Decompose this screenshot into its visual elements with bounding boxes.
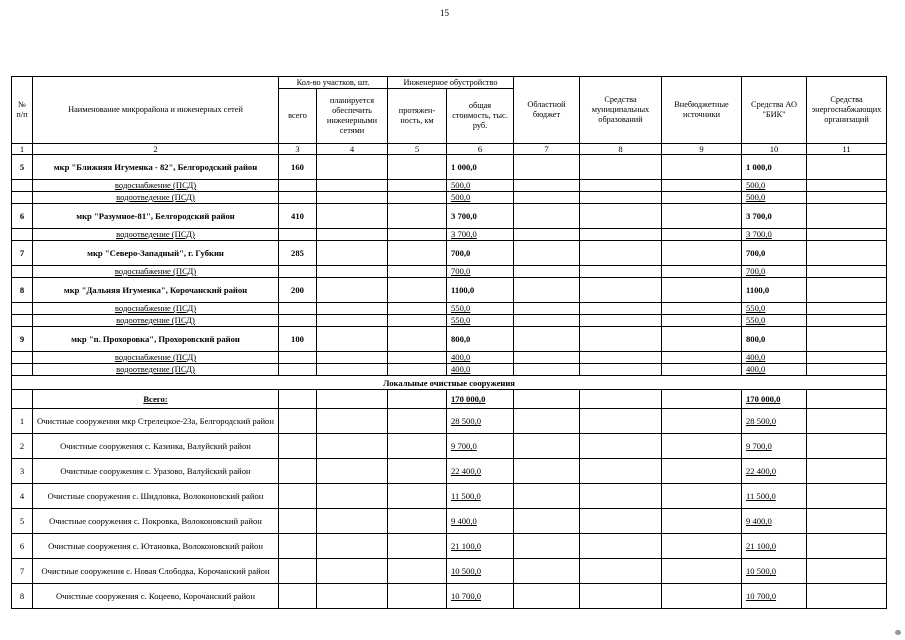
length-km xyxy=(388,180,447,192)
total-cost: 700,0 xyxy=(447,266,514,278)
column-number: 8 xyxy=(580,144,662,155)
energy-funds xyxy=(807,204,887,229)
regional-budget xyxy=(514,155,580,180)
row-number: 9 xyxy=(12,327,33,352)
bik-funds: 11 500,0 xyxy=(742,484,807,509)
header-num: № п/п xyxy=(12,77,33,144)
length-km xyxy=(388,266,447,278)
plots-total xyxy=(279,559,317,584)
plots-total xyxy=(279,315,317,327)
plots-planned xyxy=(317,278,388,303)
plots-total xyxy=(279,180,317,192)
network-row xyxy=(12,229,887,241)
column-number: 6 xyxy=(447,144,514,155)
extrabudget-funds xyxy=(662,559,742,584)
bik-funds: 10 500,0 xyxy=(742,559,807,584)
section-title: Локальные очистные сооружения xyxy=(12,376,887,390)
total-cost: 170 000,0 xyxy=(447,390,514,409)
regional-budget xyxy=(514,192,580,204)
plots-planned xyxy=(317,534,388,559)
plots-total xyxy=(279,509,317,534)
total-cost: 700,0 xyxy=(447,241,514,266)
row-number: 5 xyxy=(12,155,33,180)
total-cost: 550,0 xyxy=(447,315,514,327)
bik-funds: 21 100,0 xyxy=(742,534,807,559)
plots-planned xyxy=(317,192,388,204)
total-cost: 500,0 xyxy=(447,192,514,204)
total-cost: 400,0 xyxy=(447,364,514,376)
plots-total: 160 xyxy=(279,155,317,180)
plots-total xyxy=(279,434,317,459)
extrabudget-funds xyxy=(662,409,742,434)
row-number xyxy=(12,192,33,204)
header-regional: Областной бюджет xyxy=(514,77,580,144)
plots-total xyxy=(279,409,317,434)
bik-funds: 550,0 xyxy=(742,315,807,327)
municipal-funds xyxy=(580,509,662,534)
regional-budget xyxy=(514,390,580,409)
bik-funds: 550,0 xyxy=(742,303,807,315)
total-cost: 22 400,0 xyxy=(447,459,514,484)
regional-budget xyxy=(514,352,580,364)
column-number: 2 xyxy=(33,144,279,155)
municipal-funds xyxy=(580,192,662,204)
length-km xyxy=(388,559,447,584)
row-number xyxy=(12,390,33,409)
energy-funds xyxy=(807,315,887,327)
extrabudget-funds xyxy=(662,534,742,559)
extrabudget-funds xyxy=(662,509,742,534)
length-km xyxy=(388,315,447,327)
extrabudget-funds xyxy=(662,484,742,509)
municipal-funds xyxy=(580,327,662,352)
plots-planned xyxy=(317,509,388,534)
regional-budget xyxy=(514,509,580,534)
length-km xyxy=(388,352,447,364)
regional-budget xyxy=(514,303,580,315)
facility-row xyxy=(12,559,887,584)
facility-name: Очистные сооружения мкр Стрелецкое-23а, Белгородский район xyxy=(33,409,279,434)
plots-planned xyxy=(317,352,388,364)
energy-funds xyxy=(807,303,887,315)
energy-funds xyxy=(807,509,887,534)
length-km xyxy=(388,204,447,229)
municipal-funds xyxy=(580,241,662,266)
plots-total xyxy=(279,266,317,278)
total-cost: 10 700,0 xyxy=(447,584,514,609)
plots-planned xyxy=(317,364,388,376)
extrabudget-funds xyxy=(662,327,742,352)
municipal-funds xyxy=(580,390,662,409)
row-number: 8 xyxy=(12,584,33,609)
regional-budget xyxy=(514,434,580,459)
row-number xyxy=(12,364,33,376)
plots-total xyxy=(279,352,317,364)
total-cost: 550,0 xyxy=(447,303,514,315)
regional-budget xyxy=(514,534,580,559)
bik-funds: 800,0 xyxy=(742,327,807,352)
row-number: 6 xyxy=(12,204,33,229)
length-km xyxy=(388,584,447,609)
total-cost: 3 700,0 xyxy=(447,229,514,241)
municipal-funds xyxy=(580,278,662,303)
regional-budget xyxy=(514,364,580,376)
bik-funds: 3 700,0 xyxy=(742,229,807,241)
header-cost: общая стоимость, тыс. руб. xyxy=(447,89,514,144)
length-km xyxy=(388,303,447,315)
plots-total xyxy=(279,364,317,376)
row-number: 3 xyxy=(12,459,33,484)
bik-funds: 9 400,0 xyxy=(742,509,807,534)
extrabudget-funds xyxy=(662,241,742,266)
district-row xyxy=(12,241,887,266)
regional-budget xyxy=(514,484,580,509)
municipal-funds xyxy=(580,484,662,509)
extrabudget-funds xyxy=(662,584,742,609)
extrabudget-funds xyxy=(662,204,742,229)
municipal-funds xyxy=(580,409,662,434)
municipal-funds xyxy=(580,204,662,229)
row-number: 1 xyxy=(12,409,33,434)
row-name: водоснабжение (ПСД) xyxy=(33,303,279,315)
header-extrabudget: Внебюджетные источники xyxy=(662,77,742,144)
bik-funds: 1100,0 xyxy=(742,278,807,303)
regional-budget xyxy=(514,180,580,192)
row-number: 4 xyxy=(12,484,33,509)
facility-row xyxy=(12,484,887,509)
energy-funds xyxy=(807,390,887,409)
column-number: 10 xyxy=(742,144,807,155)
length-km xyxy=(388,155,447,180)
municipal-funds xyxy=(580,303,662,315)
plots-total xyxy=(279,584,317,609)
regional-budget xyxy=(514,459,580,484)
network-row xyxy=(12,364,887,376)
row-number xyxy=(12,229,33,241)
length-km xyxy=(388,409,447,434)
municipal-funds xyxy=(580,155,662,180)
row-name: водоснабжение (ПСД) xyxy=(33,266,279,278)
total-cost: 9 400,0 xyxy=(447,509,514,534)
row-name: водоотведение (ПСД) xyxy=(33,192,279,204)
length-km xyxy=(388,327,447,352)
extrabudget-funds xyxy=(662,266,742,278)
total-cost: 3 700,0 xyxy=(447,204,514,229)
extrabudget-funds xyxy=(662,315,742,327)
extrabudget-funds xyxy=(662,278,742,303)
extrabudget-funds xyxy=(662,303,742,315)
row-name: мкр "Дальняя Игуменка", Корочанский район xyxy=(33,278,279,303)
total-cost: 1 000,0 xyxy=(447,155,514,180)
plots-planned xyxy=(317,559,388,584)
row-name: водоотведение (ПСД) xyxy=(33,364,279,376)
plots-planned xyxy=(317,484,388,509)
total-row xyxy=(12,390,887,409)
energy-funds xyxy=(807,352,887,364)
total-cost: 21 100,0 xyxy=(447,534,514,559)
extrabudget-funds xyxy=(662,180,742,192)
plots-total xyxy=(279,229,317,241)
extrabudget-funds xyxy=(662,229,742,241)
bik-funds: 22 400,0 xyxy=(742,459,807,484)
total-cost: 800,0 xyxy=(447,327,514,352)
regional-budget xyxy=(514,327,580,352)
facility-name: Очистные сооружения с. Шидловка, Волоконовский район xyxy=(33,484,279,509)
length-km xyxy=(388,534,447,559)
page-number: 15 xyxy=(440,8,449,18)
column-number: 9 xyxy=(662,144,742,155)
header-length: протяжен-ность, км xyxy=(388,89,447,144)
regional-budget xyxy=(514,584,580,609)
regional-budget xyxy=(514,266,580,278)
regional-budget xyxy=(514,559,580,584)
network-row xyxy=(12,266,887,278)
row-number: 6 xyxy=(12,534,33,559)
facility-name: Очистные сооружения с. Новая Слободка, Корочанский район xyxy=(33,559,279,584)
row-number xyxy=(12,180,33,192)
plots-total xyxy=(279,534,317,559)
energy-funds xyxy=(807,559,887,584)
extrabudget-funds xyxy=(662,390,742,409)
extrabudget-funds xyxy=(662,192,742,204)
plots-total xyxy=(279,303,317,315)
row-name: водоснабжение (ПСД) xyxy=(33,180,279,192)
length-km xyxy=(388,278,447,303)
length-km xyxy=(388,509,447,534)
extrabudget-funds xyxy=(662,364,742,376)
header-name: Наименование микрорайона и инженерных сетей xyxy=(33,77,279,144)
row-number xyxy=(12,303,33,315)
bik-funds: 500,0 xyxy=(742,192,807,204)
plots-planned xyxy=(317,390,388,409)
length-km xyxy=(388,434,447,459)
row-number: 8 xyxy=(12,278,33,303)
municipal-funds xyxy=(580,315,662,327)
row-name: мкр "Разумное-81", Белгородский район xyxy=(33,204,279,229)
row-number: 5 xyxy=(12,509,33,534)
district-row xyxy=(12,278,887,303)
plots-planned xyxy=(317,459,388,484)
plots-planned xyxy=(317,241,388,266)
length-km xyxy=(388,459,447,484)
row-name: водоснабжение (ПСД) xyxy=(33,352,279,364)
plots-planned xyxy=(317,584,388,609)
energy-funds xyxy=(807,278,887,303)
regional-budget xyxy=(514,315,580,327)
plots-planned xyxy=(317,266,388,278)
plots-planned xyxy=(317,155,388,180)
row-number: 7 xyxy=(12,559,33,584)
district-row xyxy=(12,204,887,229)
plots-planned xyxy=(317,409,388,434)
row-name: водоотведение (ПСД) xyxy=(33,229,279,241)
bik-funds: 170 000,0 xyxy=(742,390,807,409)
row-name: водоотведение (ПСД) xyxy=(33,315,279,327)
energy-funds xyxy=(807,409,887,434)
energy-funds xyxy=(807,484,887,509)
plots-planned xyxy=(317,229,388,241)
extrabudget-funds xyxy=(662,352,742,364)
plots-total xyxy=(279,390,317,409)
energy-funds xyxy=(807,180,887,192)
plots-total: 285 xyxy=(279,241,317,266)
bik-funds: 500,0 xyxy=(742,180,807,192)
column-number: 4 xyxy=(317,144,388,155)
facility-name: Очистные сооружения с. Покровка, Волоконовский район xyxy=(33,509,279,534)
column-number: 11 xyxy=(807,144,887,155)
row-name: мкр "Северо-Западный", г. Губкин xyxy=(33,241,279,266)
regional-budget xyxy=(514,241,580,266)
facility-row xyxy=(12,509,887,534)
municipal-funds xyxy=(580,352,662,364)
energy-funds xyxy=(807,266,887,278)
plots-total: 200 xyxy=(279,278,317,303)
section-row xyxy=(12,376,887,390)
header-total: всего xyxy=(279,89,317,144)
column-number: 5 xyxy=(388,144,447,155)
energy-funds xyxy=(807,534,887,559)
district-row xyxy=(12,155,887,180)
total-cost: 11 500,0 xyxy=(447,484,514,509)
corner-mark xyxy=(895,630,901,635)
row-name: мкр "п. Прохоровка", Прохоровский район xyxy=(33,327,279,352)
header-infra-group: Инженерное обустройство xyxy=(388,77,514,89)
municipal-funds xyxy=(580,584,662,609)
extrabudget-funds xyxy=(662,155,742,180)
header-energy: Средства энергоснабжающих организаций xyxy=(807,77,887,144)
total-cost: 400,0 xyxy=(447,352,514,364)
municipal-funds xyxy=(580,434,662,459)
bik-funds: 1 000,0 xyxy=(742,155,807,180)
plots-total xyxy=(279,484,317,509)
energy-funds xyxy=(807,434,887,459)
energy-funds xyxy=(807,192,887,204)
plots-planned xyxy=(317,204,388,229)
bik-funds: 3 700,0 xyxy=(742,204,807,229)
header-bik: Средства АО "БИК" xyxy=(742,77,807,144)
total-cost: 10 500,0 xyxy=(447,559,514,584)
network-row xyxy=(12,180,887,192)
length-km xyxy=(388,229,447,241)
plots-total xyxy=(279,192,317,204)
energy-funds xyxy=(807,241,887,266)
plots-planned xyxy=(317,434,388,459)
header-planned: планируется обеспечить инженерными сетями xyxy=(317,89,388,144)
facility-row xyxy=(12,459,887,484)
plots-planned xyxy=(317,303,388,315)
energy-funds xyxy=(807,155,887,180)
network-row xyxy=(12,315,887,327)
total-cost: 500,0 xyxy=(447,180,514,192)
column-number: 1 xyxy=(12,144,33,155)
municipal-funds xyxy=(580,229,662,241)
energy-funds xyxy=(807,364,887,376)
total-cost: 9 700,0 xyxy=(447,434,514,459)
bik-funds: 10 700,0 xyxy=(742,584,807,609)
facility-row xyxy=(12,434,887,459)
length-km xyxy=(388,364,447,376)
length-km xyxy=(388,241,447,266)
facility-name: Очистные сооружения с. Уразово, Валуйский район xyxy=(33,459,279,484)
extrabudget-funds xyxy=(662,459,742,484)
regional-budget xyxy=(514,229,580,241)
row-number: 2 xyxy=(12,434,33,459)
row-number xyxy=(12,266,33,278)
regional-budget xyxy=(514,409,580,434)
length-km xyxy=(388,484,447,509)
total-cost: 28 500,0 xyxy=(447,409,514,434)
column-number: 3 xyxy=(279,144,317,155)
facility-name: Очистные сооружения с. Ютановка, Волоконовский район xyxy=(33,534,279,559)
plots-total xyxy=(279,459,317,484)
district-row xyxy=(12,327,887,352)
extrabudget-funds xyxy=(662,434,742,459)
municipal-funds xyxy=(580,364,662,376)
bik-funds: 700,0 xyxy=(742,266,807,278)
bik-funds: 400,0 xyxy=(742,364,807,376)
energy-funds xyxy=(807,584,887,609)
bik-funds: 9 700,0 xyxy=(742,434,807,459)
municipal-funds xyxy=(580,180,662,192)
facility-name: Очистные сооружения с. Казинка, Валуйский район xyxy=(33,434,279,459)
bik-funds: 28 500,0 xyxy=(742,409,807,434)
header-municipal: Средства муниципальных образований xyxy=(580,77,662,144)
row-name: мкр "Ближняя Игуменка - 82", Белгородский район xyxy=(33,155,279,180)
municipal-funds xyxy=(580,534,662,559)
energy-funds xyxy=(807,459,887,484)
network-row xyxy=(12,352,887,364)
total-label: Всего: xyxy=(33,390,279,409)
energy-funds xyxy=(807,327,887,352)
energy-funds xyxy=(807,229,887,241)
length-km xyxy=(388,390,447,409)
plots-total: 410 xyxy=(279,204,317,229)
length-km xyxy=(388,192,447,204)
regional-budget xyxy=(514,278,580,303)
facility-row xyxy=(12,584,887,609)
regional-budget xyxy=(514,204,580,229)
header-plots-group: Кол-во участков, шт. xyxy=(279,77,388,89)
municipal-funds xyxy=(580,559,662,584)
budget-table xyxy=(11,76,887,609)
facility-row xyxy=(12,534,887,559)
total-cost: 1100,0 xyxy=(447,278,514,303)
bik-funds: 700,0 xyxy=(742,241,807,266)
plots-planned xyxy=(317,315,388,327)
municipal-funds xyxy=(580,266,662,278)
row-number xyxy=(12,315,33,327)
municipal-funds xyxy=(580,459,662,484)
plots-total: 100 xyxy=(279,327,317,352)
network-row xyxy=(12,192,887,204)
plots-planned xyxy=(317,180,388,192)
facility-row xyxy=(12,409,887,434)
column-number: 7 xyxy=(514,144,580,155)
plots-planned xyxy=(317,327,388,352)
network-row xyxy=(12,303,887,315)
row-number: 7 xyxy=(12,241,33,266)
row-number xyxy=(12,352,33,364)
bik-funds: 400,0 xyxy=(742,352,807,364)
facility-name: Очистные сооружения с. Коцеево, Корочанский район xyxy=(33,584,279,609)
